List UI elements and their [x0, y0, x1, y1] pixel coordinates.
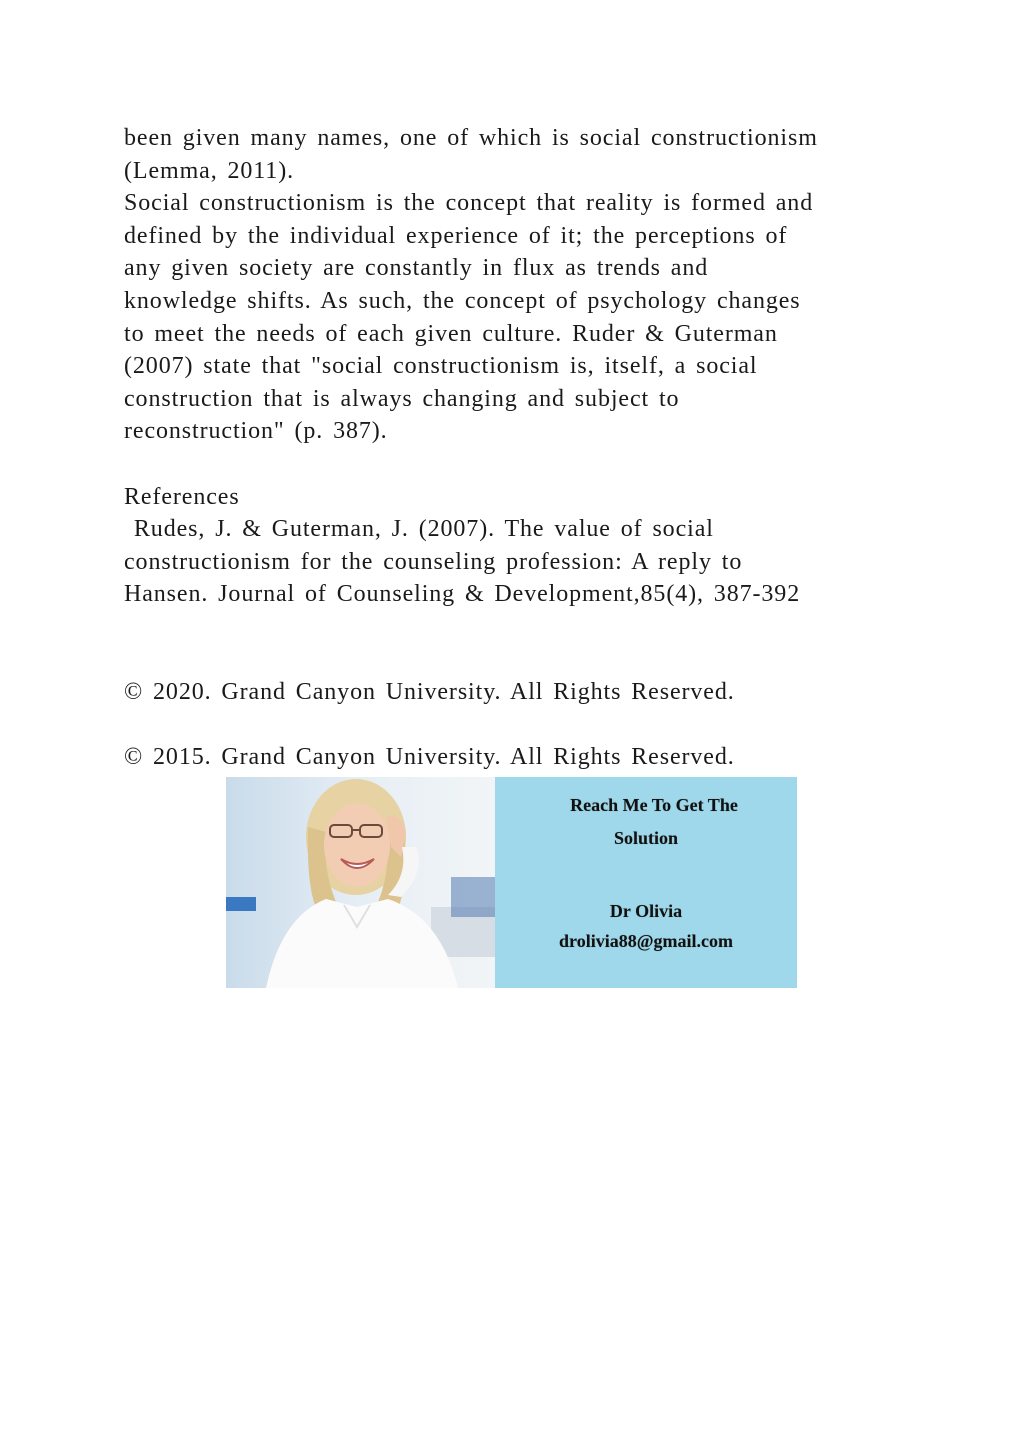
spacer [124, 709, 904, 742]
promo-headline: Reach Me To Get The [570, 795, 738, 815]
contact-panel [495, 777, 797, 988]
woman-photo-illustration [226, 777, 495, 988]
reference-line: constructionism for the counseling profession: A reply to [124, 548, 743, 575]
promo-headline-2: Solution [613, 828, 679, 848]
spacer [124, 448, 904, 481]
contact-name: Dr Olivia [609, 901, 683, 921]
contact-email: drolivia88@gmail.com [559, 931, 733, 951]
spacer [124, 644, 904, 677]
spacer [124, 611, 904, 644]
copyright-2015: © 2015. Grand Canyon University. All Rights Reserved. [124, 744, 735, 771]
contact-banner [226, 777, 797, 988]
body-line: been given many names, one of which is social constructionism [124, 125, 818, 151]
references-heading: References [124, 483, 240, 510]
body-line: (Lemma, 2011). [124, 157, 294, 184]
body-line: to meet the needs of each given culture. Ruder & Guterman [124, 320, 778, 347]
body-line: any given society are constantly in flux as trends and [124, 255, 709, 282]
copyright-2020: © 2020. Grand Canyon University. All Rights Reserved. [124, 679, 735, 706]
reference-line: Hansen. Journal of Counseling & Development,85(4), 387-392 [124, 581, 801, 608]
document-body [124, 122, 904, 774]
reference-line: Rudes, J. & Guterman, J. (2007). The value of social [124, 516, 714, 543]
body-line: construction that is always changing and subject to [124, 385, 680, 412]
body-line: Social constructionism is the concept that reality is formed and [124, 190, 814, 217]
body-line: (2007) state that "social constructionism is, itself, a social [124, 353, 758, 380]
woman-photo [226, 777, 495, 988]
body-line: knowledge shifts. As such, the concept of psychology changes [124, 287, 801, 314]
body-line: defined by the individual experience of it; the perceptions of [124, 222, 788, 249]
body-line: reconstruction" (p. 387). [124, 418, 388, 445]
